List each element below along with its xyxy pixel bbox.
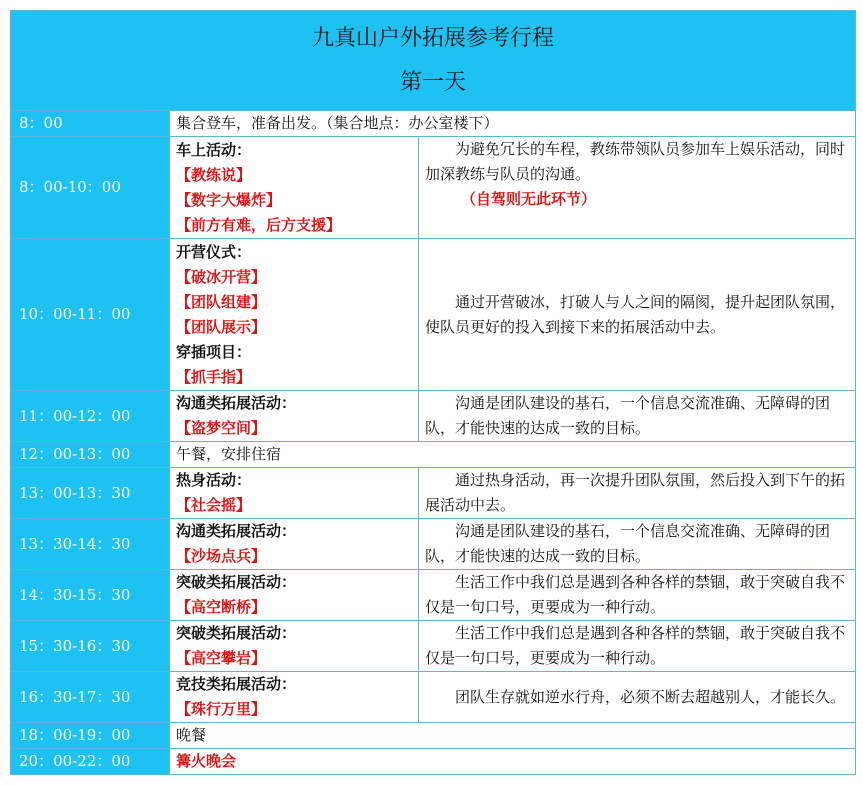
- page-title: 九真山户外拓展参考行程: [312, 26, 555, 51]
- description-cell: 生活工作中我们总是遇到各种各样的禁锢，敢于突破自我不仅是一句口号，更要成为一种行动。: [419, 621, 856, 672]
- activity-item: 【破冰开营】: [176, 267, 267, 286]
- activity-cell: [170, 468, 419, 519]
- time-cell: 18：00-19：00: [11, 723, 170, 749]
- activity-cell: [170, 570, 419, 621]
- bonfire-party-label: 篝火晚会: [176, 752, 237, 770]
- time-cell: 11：00-12：00: [11, 391, 170, 442]
- activity-cell: 午餐，安排住宿: [170, 442, 856, 468]
- day-subtitle: 第一天: [400, 70, 467, 95]
- activity-cell: [170, 391, 419, 442]
- time-cell: 20：00-22：00: [11, 749, 170, 775]
- activity-item: 【盗梦空间】: [176, 419, 267, 437]
- activity-item: 【珠行万里】: [176, 700, 267, 718]
- activity-item: 【高空攀岩】: [176, 649, 267, 667]
- activity-item: 【团队组建】: [176, 292, 267, 311]
- table-row: [11, 519, 856, 570]
- activity-cell: [170, 749, 856, 775]
- activity-heading: 突破类拓展活动：: [176, 624, 297, 642]
- table-row: [11, 111, 856, 137]
- activity-heading: 竞技类拓展活动：: [176, 675, 297, 693]
- activity-heading: 开营仪式：: [176, 242, 252, 261]
- activity-heading: 穿插项目：: [176, 342, 252, 361]
- description-cell: 通过开营破冰，打破人与人之间的隔阂，提升起团队氛围，使队员更好的投入到接下来的拓展活动中去。: [419, 239, 856, 391]
- description-cell: [419, 137, 856, 239]
- activity-cell: [170, 137, 419, 239]
- activity-item: 【抓手指】: [176, 367, 252, 386]
- description-cell: 团队生存就如逆水行舟，必须不断去超越别人，才能长久。: [419, 672, 856, 723]
- time-cell: 13：00-13：30: [11, 468, 170, 519]
- time-cell: 8：00-10：00: [11, 137, 170, 239]
- activity-item: 【前方有难，后方支援】: [176, 215, 342, 234]
- activity-heading: 热身活动：: [176, 471, 252, 489]
- activity-item: 【高空断桥】: [176, 598, 267, 616]
- table-row: [11, 391, 856, 442]
- table-row: [11, 672, 856, 723]
- title-row: [11, 11, 856, 111]
- activity-cell: [170, 672, 419, 723]
- time-cell: 16：30-17：30: [11, 672, 170, 723]
- description-note: （自驾则无此环节）: [461, 190, 597, 208]
- title-cell: [11, 11, 856, 111]
- time-cell: 8：00: [11, 111, 170, 137]
- table-row: [11, 621, 856, 672]
- activity-item: 【社会摇】: [176, 496, 252, 514]
- table-row: [11, 239, 856, 391]
- activity-cell: 晚餐: [170, 723, 856, 749]
- activity-heading: 突破类拓展活动：: [176, 573, 297, 591]
- description-text: 为避免冗长的车程，教练带领队员参加车上娱乐活动，同时加深教练与队员的沟通。: [425, 140, 846, 183]
- table-row: [11, 442, 856, 468]
- time-cell: 10：00-11：00: [11, 239, 170, 391]
- description-cell: 生活工作中我们总是遇到各种各样的禁锢，敢于突破自我不仅是一句口号，更要成为一种行动。: [419, 570, 856, 621]
- description-cell: 沟通是团队建设的基石，一个信息交流准确、无障碍的团队，才能快速的达成一致的目标。: [419, 391, 856, 442]
- activity-heading: 车上活动：: [176, 140, 252, 159]
- table-row: [11, 137, 856, 239]
- time-cell: 15：30-16：30: [11, 621, 170, 672]
- activity-cell: [170, 519, 419, 570]
- time-cell: 14：30-15：30: [11, 570, 170, 621]
- activity-heading: 沟通类拓展活动：: [176, 394, 297, 412]
- table-row: [11, 468, 856, 519]
- itinerary-table: [10, 10, 856, 775]
- table-row: [11, 749, 856, 775]
- time-cell: 12：00-13：00: [11, 442, 170, 468]
- activity-item: 【沙场点兵】: [176, 547, 267, 565]
- description-cell: 沟通是团队建设的基石，一个信息交流准确、无障碍的团队，才能快速的达成一致的目标。: [419, 519, 856, 570]
- table-row: [11, 723, 856, 749]
- activity-item: 【数字大爆炸】: [176, 190, 282, 209]
- time-cell: 13：30-14：30: [11, 519, 170, 570]
- activity-cell: [170, 621, 419, 672]
- description-cell: 通过热身活动，再一次提升团队氛围，然后投入到下午的拓展活动中去。: [419, 468, 856, 519]
- activity-cell: 集合登车，准备出发。（集合地点：办公室楼下）: [170, 111, 856, 137]
- table-row: [11, 570, 856, 621]
- activity-heading: 沟通类拓展活动：: [176, 522, 297, 540]
- activity-item: 【教练说】: [176, 165, 252, 184]
- activity-item: 【团队展示】: [176, 317, 267, 336]
- activity-cell: [170, 239, 419, 391]
